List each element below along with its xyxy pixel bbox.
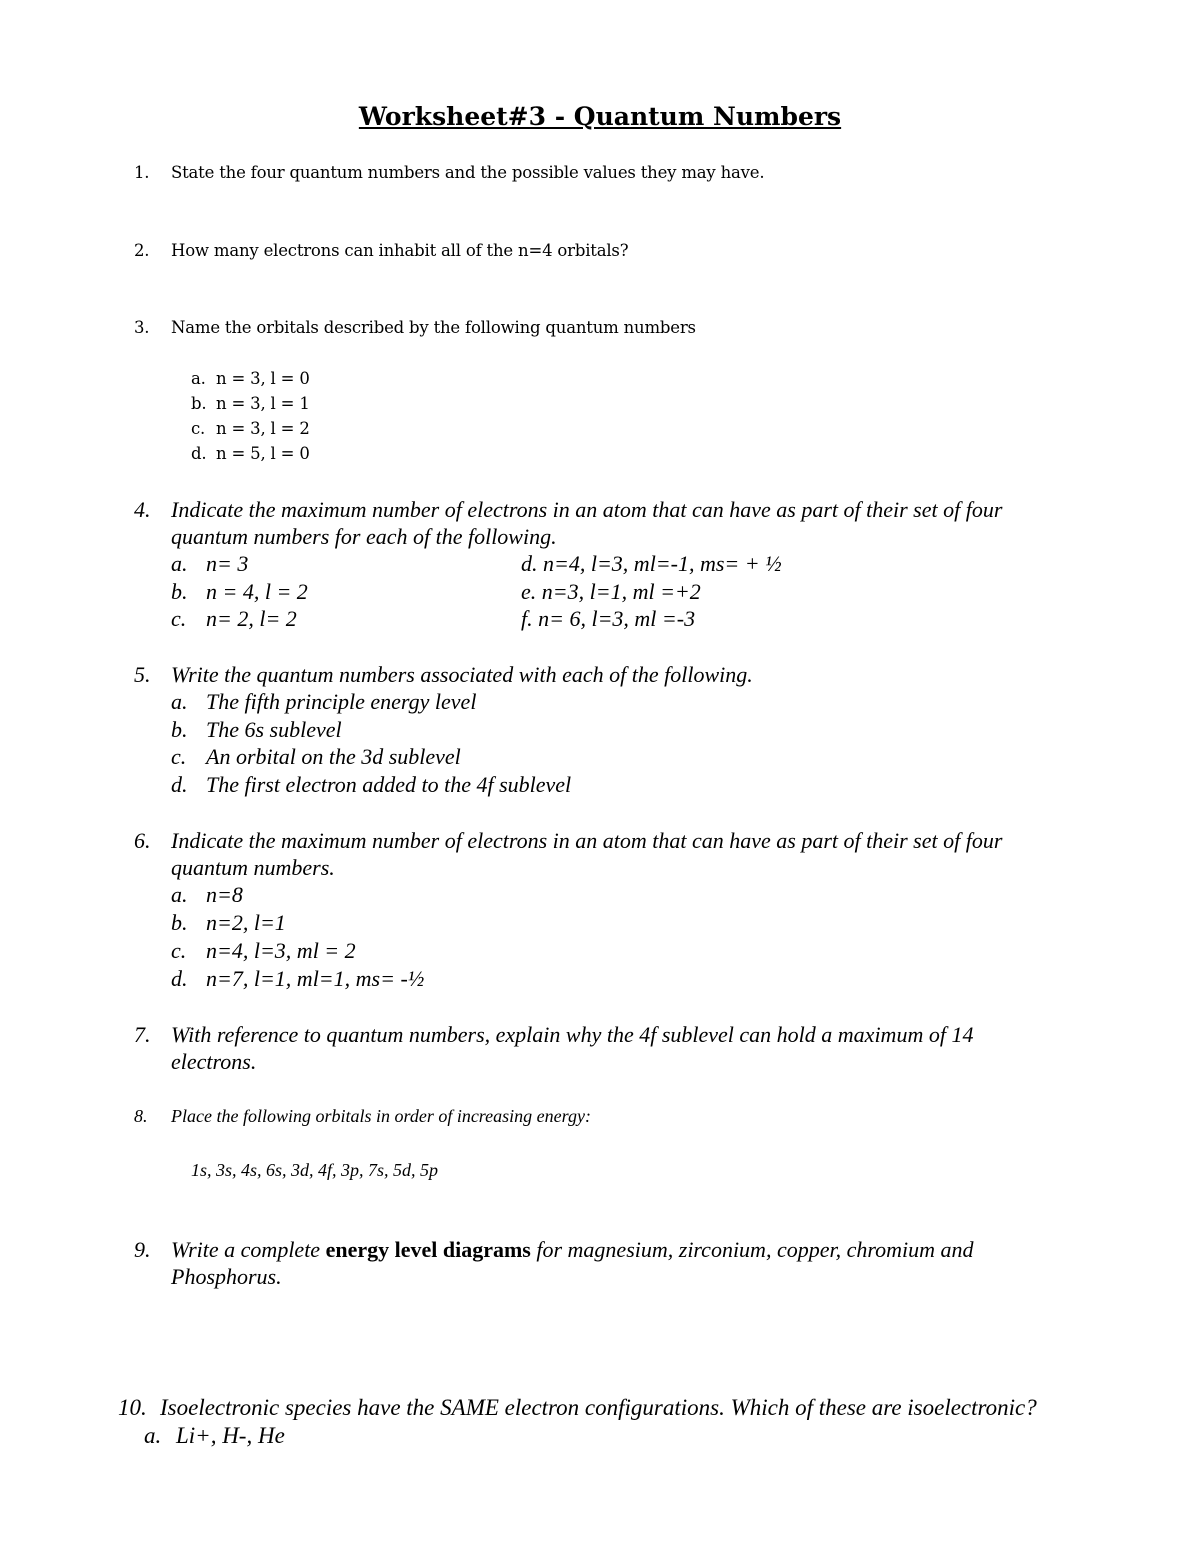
q4-item-label: a. [171,551,188,576]
q10-text: Isoelectronic species have the SAME electron configurations. Which of these are isoelectronic? [160,1395,1037,1420]
q6-line1: Indicate the maximum number of electrons in an atom that can have as part of their set of four [171,828,1003,853]
q4-item-text: e. n=3, l=1, ml =+2 [521,579,701,604]
q4-item-text: n= 3 [206,551,249,576]
q5-item-text: The 6s sublevel [206,717,342,742]
page-title: Worksheet#3 - Quantum Numbers [358,102,842,131]
q3-item-text: n = 3, l = 1 [216,394,310,413]
q5-item-label: d. [171,772,188,797]
q5-item-label: b. [171,717,188,742]
q6-item-label: b. [171,910,188,935]
q9-bold: energy level diagrams [325,1237,531,1262]
q10-item-label: a. [144,1423,162,1448]
q8-number: 8. [134,1106,148,1126]
q6-item-text: n=7, l=1, ml=1, ms= -½ [206,966,425,991]
q6-item-text: n=2, l=1 [206,910,286,935]
q10-item-text: Li+, H-, He [176,1423,285,1448]
q3-number: 3. [134,318,150,337]
q3-item-label: b. [191,394,207,413]
q3-item-label: c. [191,419,206,438]
q2-number: 2. [134,241,150,260]
q1-text: State the four quantum numbers and the possible values they may have. [171,163,765,182]
q6-line2: quantum numbers. [171,855,335,880]
q9-pre: Write a complete [171,1237,321,1262]
q6-item-text: n=8 [206,882,243,907]
q1-number: 1. [134,163,150,182]
q9-line1 [171,1239,974,1261]
q3-item-text: n = 5, l = 0 [216,444,310,463]
q8-orbital-list: 1s, 3s, 4s, 6s, 3d, 4f, 3p, 7s, 5d, 5p [191,1160,439,1180]
q5-text: Write the quantum numbers associated with each of the following. [171,662,753,687]
q4-line2: quantum numbers for each of the following. [171,524,557,549]
q9-number: 9. [134,1237,151,1262]
q3-text: Name the orbitals described by the following quantum numbers [171,318,696,337]
q7-line1: With reference to quantum numbers, explain why the 4f sublevel can hold a maximum of 14 [171,1022,974,1047]
q5-item-text: The fifth principle energy level [206,689,477,714]
q8-text: Place the following orbitals in order of increasing energy: [171,1106,591,1126]
q4-item-label: c. [171,606,187,631]
q3-item-text: n = 3, l = 2 [216,419,310,438]
q6-item-label: d. [171,966,188,991]
q6-item-label: a. [171,882,188,907]
q4-item-text: n= 2, l= 2 [206,606,297,631]
q4-item-label: b. [171,579,188,604]
q2-text: How many electrons can inhabit all of the n=4 orbitals? [171,241,629,260]
q4-item-text: f. n= 6, l=3, ml =-3 [521,606,696,631]
q10-number: 10. [118,1395,147,1420]
q7-number: 7. [134,1022,151,1047]
q5-item-text: An orbital on the 3d sublevel [206,744,461,769]
q5-item-label: a. [171,689,188,714]
q4-line1: Indicate the maximum number of electrons in an atom that can have as part of their set of four [171,497,1003,522]
q6-item-label: c. [171,938,187,963]
q6-item-text: n=4, l=3, ml = 2 [206,938,356,963]
q9-post: for magnesium, zirconium, copper, chromium and [536,1237,974,1262]
q9-line2: Phosphorus. [171,1264,282,1289]
q3-item-text: n = 3, l = 0 [216,369,310,388]
q6-number: 6. [134,828,151,853]
q5-item-text: The first electron added to the 4f sublevel [206,772,572,797]
q4-item-text: n = 4, l = 2 [206,579,308,604]
q5-number: 5. [134,662,151,687]
q7-line2: electrons. [171,1049,257,1074]
q4-number: 4. [134,497,151,522]
q3-item-label: d. [191,444,207,463]
q5-item-label: c. [171,744,187,769]
q3-item-label: a. [191,369,206,388]
q4-item-text: d. n=4, l=3, ml=-1, ms= + ½ [521,551,782,576]
